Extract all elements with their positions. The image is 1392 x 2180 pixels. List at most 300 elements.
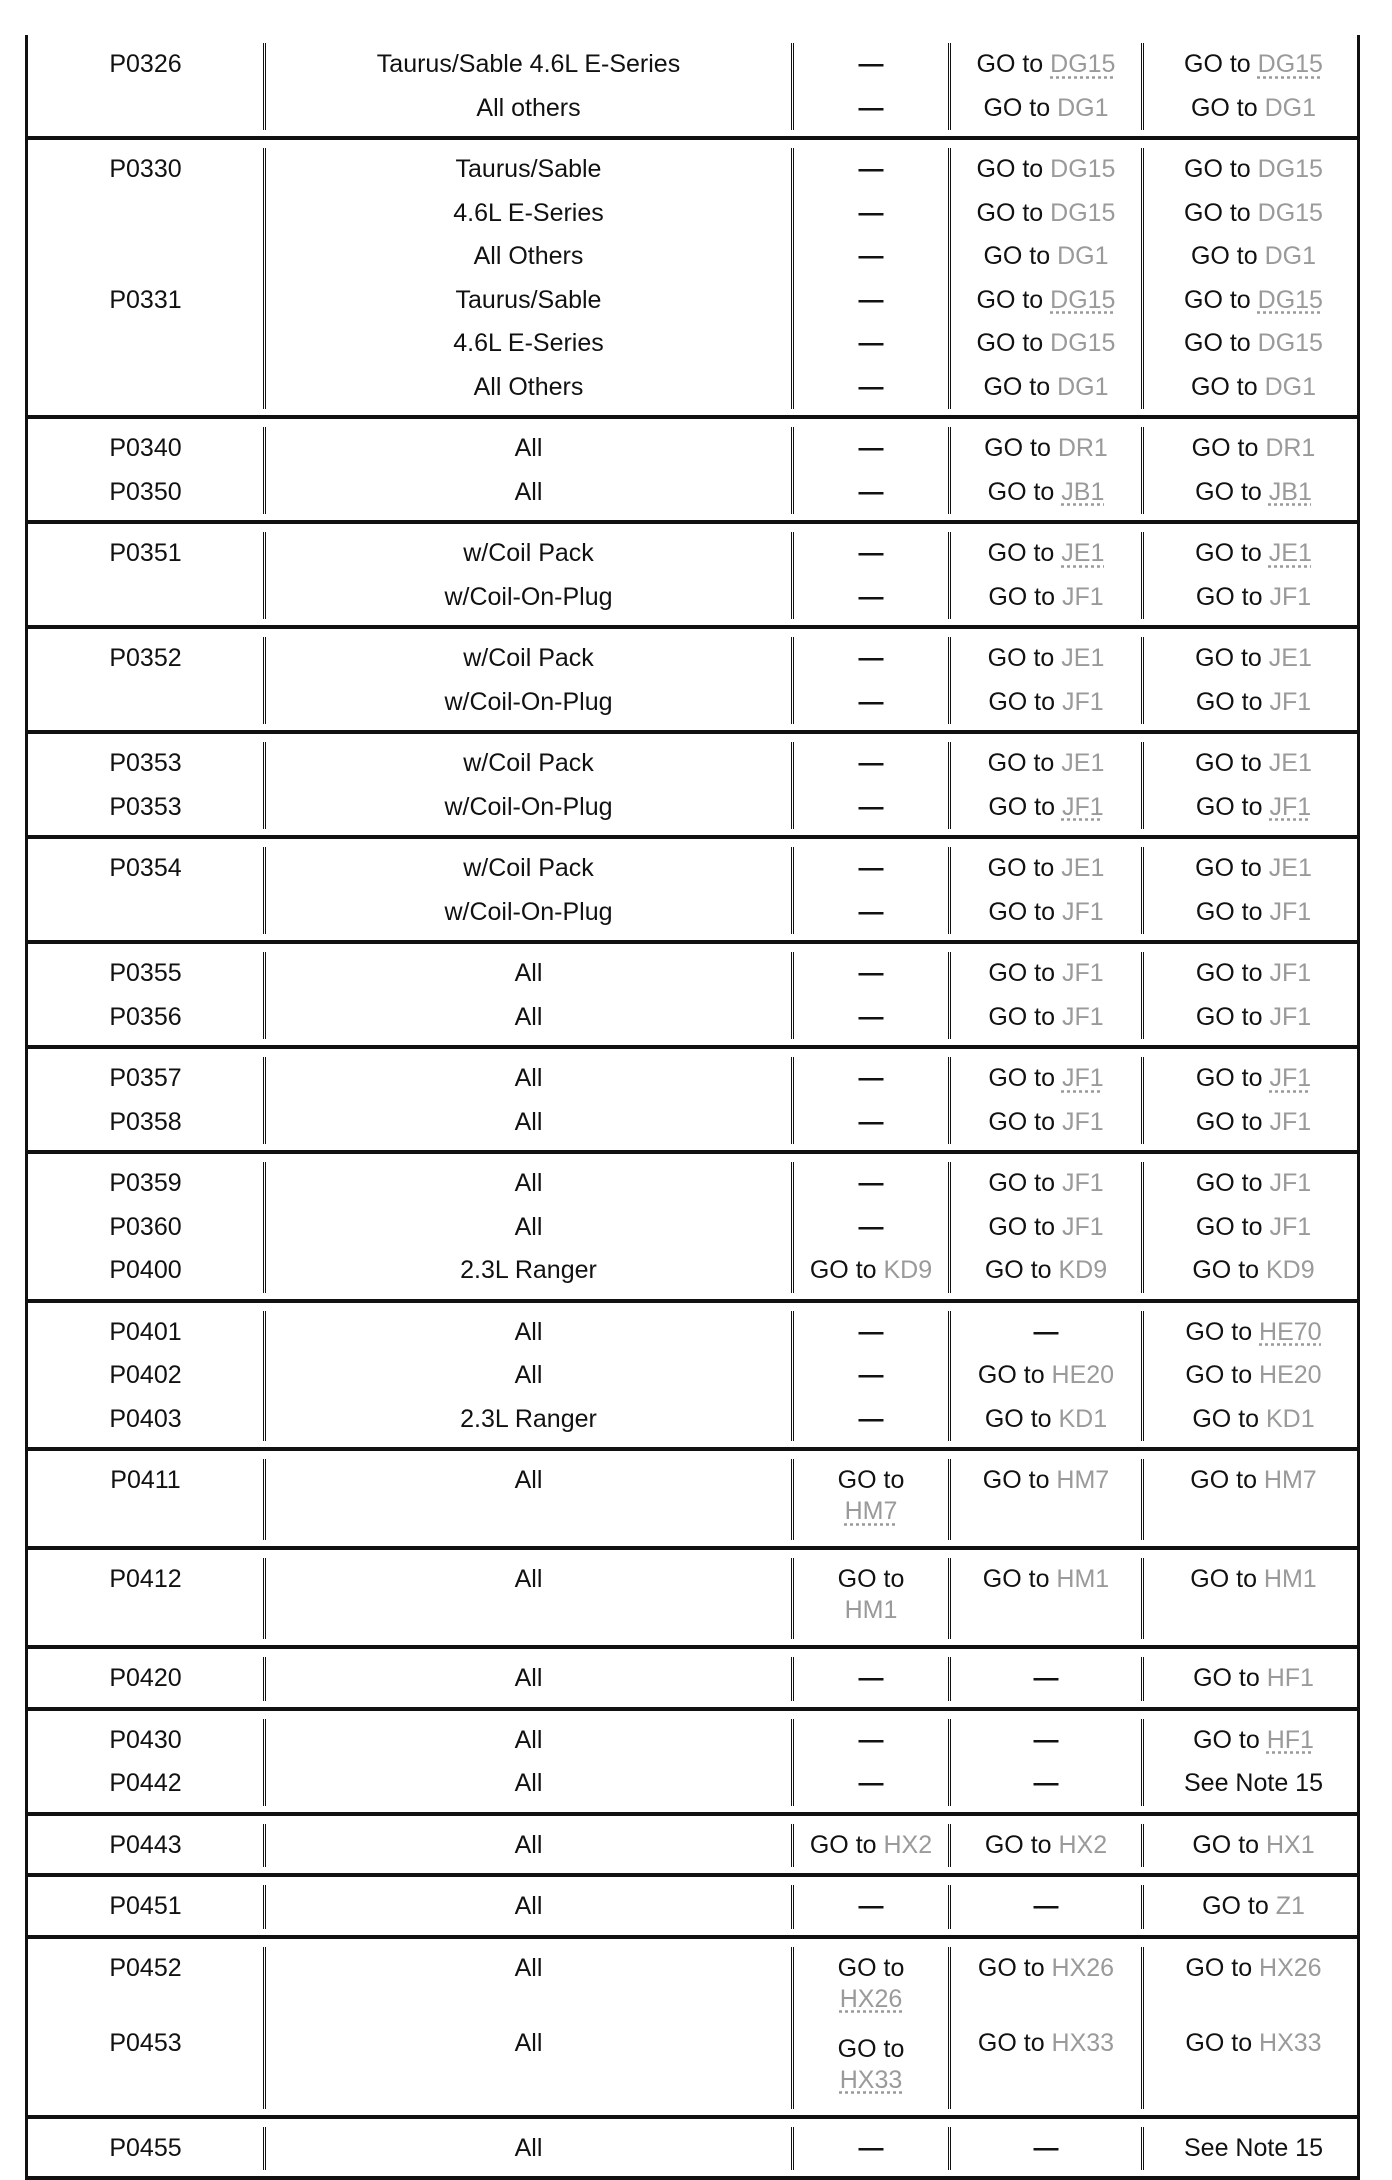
go-to-reference[interactable] <box>985 1824 1107 1868</box>
pinpoint-test-link[interactable]: DG1 <box>1265 94 1316 122</box>
go-to-reference[interactable] <box>978 1354 1114 1398</box>
pinpoint-test-link[interactable]: HM1 <box>1264 1565 1317 1593</box>
pinpoint-test-link[interactable]: HX33 <box>1052 2029 1115 2057</box>
pinpoint-test-link[interactable]: DR1 <box>1058 434 1108 462</box>
not-applicable-dash: — <box>859 1206 884 1250</box>
go-to-reference[interactable] <box>988 1206 1103 1250</box>
application-label: All <box>515 1719 543 1763</box>
go-to-label: GO to <box>1184 199 1251 227</box>
go-to-reference[interactable] <box>1190 1459 1316 1534</box>
pinpoint-test-link[interactable]: JF1 <box>1269 688 1311 716</box>
pinpoint-test-link[interactable]: JF1 <box>1062 688 1104 716</box>
dtc-code-column <box>28 2127 266 2171</box>
pinpoint-test-link[interactable]: JF1 <box>1062 1108 1104 1136</box>
action-column-3 <box>794 1885 951 1929</box>
action-column-5 <box>1144 637 1363 724</box>
go-to-label: GO to <box>983 373 1050 401</box>
application-label: All <box>515 2127 543 2171</box>
dtc-code-column <box>28 1311 266 1442</box>
go-to-reference[interactable] <box>796 1558 946 1639</box>
pinpoint-test-link[interactable]: HM7 <box>1264 1466 1317 1494</box>
action-column-5 <box>1144 952 1363 1039</box>
go-to-reference[interactable] <box>988 1101 1103 1145</box>
action-column-4 <box>951 1719 1144 1806</box>
dtc-code: P0443 <box>109 1824 181 1868</box>
action-column-5 <box>1144 742 1363 829</box>
go-to-reference[interactable] <box>1191 87 1316 131</box>
go-to-reference[interactable] <box>1196 891 1311 935</box>
action-column-3 <box>794 637 951 724</box>
pinpoint-test-link[interactable]: DG1 <box>1057 373 1108 401</box>
pinpoint-test-link[interactable]: KD1 <box>1059 1405 1108 1433</box>
pinpoint-test-link[interactable]: DG1 <box>1057 242 1108 270</box>
pinpoint-test-link[interactable]: KD9 <box>1059 1256 1108 1284</box>
action-column-3 <box>794 1824 951 1868</box>
application-column <box>266 532 794 619</box>
pinpoint-test-link[interactable]: JF1 <box>1269 1003 1311 1031</box>
go-to-label: GO to <box>1184 50 1251 78</box>
dtc-code-column <box>28 1947 266 2109</box>
pinpoint-test-link[interactable]: HF1 <box>1267 1664 1314 1692</box>
go-to-reference[interactable] <box>988 1057 1103 1101</box>
pinpoint-test-link[interactable]: DG15 <box>1258 286 1323 314</box>
pinpoint-test-link[interactable]: HF1 <box>1267 1726 1314 1754</box>
dtc-code: P0360 <box>109 1206 181 1250</box>
application-label: All <box>515 1558 543 1633</box>
not-applicable-dash: — <box>859 1762 884 1806</box>
pinpoint-test-link[interactable]: HM7 <box>1056 1466 1109 1494</box>
go-to-label: GO to <box>988 644 1055 672</box>
action-column-5 <box>1144 1719 1363 1806</box>
go-to-reference[interactable] <box>983 235 1108 279</box>
go-to-label: GO to <box>1195 854 1262 882</box>
dtc-code: P0412 <box>109 1558 181 1633</box>
action-column-3 <box>794 1657 951 1701</box>
go-to-reference[interactable] <box>1184 148 1323 192</box>
go-to-reference[interactable] <box>977 43 1116 87</box>
not-applicable-dash: — <box>859 637 884 681</box>
action-column-4 <box>951 148 1144 409</box>
go-to-label: GO to <box>983 242 1050 270</box>
pinpoint-test-link[interactable]: DG15 <box>1258 155 1323 183</box>
pinpoint-test-link[interactable]: HE20 <box>1259 1361 1322 1389</box>
not-applicable-dash: — <box>859 1657 884 1701</box>
table-row-group <box>25 35 1360 140</box>
go-to-reference[interactable] <box>796 2028 946 2109</box>
go-to-reference[interactable] <box>988 576 1103 620</box>
table-row-group <box>25 2119 1360 2180</box>
application-label: All <box>515 1354 543 1398</box>
dtc-code: P0420 <box>109 1657 181 1701</box>
application-label: All <box>515 1885 543 1929</box>
application-column <box>266 952 794 1039</box>
go-to-reference[interactable] <box>1192 1249 1314 1293</box>
dtc-code-column <box>28 847 266 934</box>
action-column-4 <box>951 1311 1144 1442</box>
go-to-reference[interactable] <box>1195 637 1312 681</box>
not-applicable-dash: — <box>1034 1719 1059 1763</box>
pinpoint-test-link[interactable]: JB1 <box>1061 478 1104 506</box>
dtc-code: P0403 <box>109 1398 181 1442</box>
application-column <box>266 1947 794 2109</box>
go-to-reference[interactable] <box>1184 192 1323 236</box>
pinpoint-test-link[interactable]: JF1 <box>1062 793 1104 821</box>
application-label: All <box>515 1162 543 1206</box>
pinpoint-test-link[interactable]: JE1 <box>1061 539 1104 567</box>
go-to-reference[interactable] <box>1185 1947 1321 2022</box>
go-to-reference[interactable] <box>1193 1657 1314 1701</box>
not-applicable-dash: — <box>859 1162 884 1206</box>
go-to-reference[interactable] <box>988 637 1105 681</box>
go-to-label: GO to <box>1193 1726 1260 1754</box>
not-applicable-dash: — <box>859 681 884 725</box>
pinpoint-test-link[interactable]: DG15 <box>1050 286 1115 314</box>
pinpoint-test-link[interactable]: HX2 <box>884 1831 933 1859</box>
go-to-reference[interactable] <box>988 532 1105 576</box>
action-column-3 <box>794 847 951 934</box>
action-column-5 <box>1144 1657 1363 1701</box>
not-applicable-dash: — <box>859 1719 884 1763</box>
go-to-label: GO to <box>988 583 1055 611</box>
dtc-code: P0453 <box>109 2022 181 2097</box>
pinpoint-test-link[interactable]: JF1 <box>1269 1064 1311 1092</box>
dtc-code: P0455 <box>109 2127 181 2171</box>
pinpoint-test-link[interactable]: JF1 <box>1062 1064 1104 1092</box>
go-to-reference[interactable] <box>988 471 1105 515</box>
go-to-reference[interactable] <box>1185 2022 1321 2097</box>
go-to-label: GO to <box>1196 1213 1263 1241</box>
pinpoint-test-link[interactable]: HX33 <box>1259 2029 1322 2057</box>
pinpoint-test-link[interactable]: DG1 <box>1265 242 1316 270</box>
pinpoint-test-link[interactable]: JB1 <box>1269 478 1312 506</box>
action-column-4 <box>951 43 1144 130</box>
application-label: w/Coil-On-Plug <box>444 891 612 935</box>
table-row-group <box>25 1816 1360 1878</box>
dtc-code: P0331 <box>109 279 181 323</box>
pinpoint-test-link[interactable]: JF1 <box>1062 1213 1104 1241</box>
go-to-reference[interactable] <box>1184 322 1323 366</box>
go-to-reference[interactable] <box>1184 43 1323 87</box>
go-to-label: GO to <box>1196 793 1263 821</box>
go-to-reference[interactable] <box>978 1947 1114 2022</box>
action-column-4 <box>951 1947 1144 2109</box>
pinpoint-test-link[interactable]: HM1 <box>1056 1565 1109 1593</box>
table-row-group <box>25 1451 1360 1550</box>
go-to-reference[interactable] <box>1196 996 1311 1040</box>
go-to-label: GO to <box>1191 94 1258 122</box>
pinpoint-test-link[interactable]: JF1 <box>1269 1213 1311 1241</box>
pinpoint-test-link[interactable]: HX26 <box>1259 1954 1322 1982</box>
application-label: All <box>515 427 543 471</box>
table-row-group <box>25 839 1360 944</box>
go-to-reference[interactable] <box>1196 786 1311 830</box>
go-to-label: GO to <box>1192 1256 1259 1284</box>
go-to-reference[interactable] <box>977 192 1116 236</box>
go-to-reference[interactable] <box>978 2022 1114 2097</box>
action-column-4 <box>951 2127 1144 2171</box>
application-label: w/Coil Pack <box>463 637 594 681</box>
pinpoint-test-link[interactable]: JF1 <box>1062 959 1104 987</box>
pinpoint-test-link[interactable]: DG15 <box>1050 50 1115 78</box>
go-to-label: GO to <box>983 1466 1050 1494</box>
go-to-reference[interactable] <box>796 1459 946 1540</box>
pinpoint-test-link[interactable]: DG15 <box>1050 155 1115 183</box>
go-to-reference[interactable] <box>988 681 1103 725</box>
pinpoint-test-link[interactable]: JF1 <box>1062 583 1104 611</box>
go-to-reference[interactable] <box>1192 1824 1314 1868</box>
go-to-reference[interactable] <box>1195 471 1312 515</box>
pinpoint-test-link[interactable]: JE1 <box>1061 644 1104 672</box>
go-to-reference[interactable] <box>810 1249 932 1293</box>
go-to-label: GO to <box>838 1954 905 1982</box>
go-to-reference[interactable] <box>810 1824 932 1868</box>
pinpoint-test-link[interactable]: JF1 <box>1269 898 1311 926</box>
pinpoint-test-link[interactable]: KD1 <box>1266 1405 1315 1433</box>
pinpoint-test-link[interactable]: HM7 <box>845 1497 898 1525</box>
go-to-label: GO to <box>977 199 1044 227</box>
dtc-code: P0442 <box>109 1762 181 1806</box>
application-label: All <box>515 471 543 515</box>
pinpoint-test-link[interactable]: JF1 <box>1062 1003 1104 1031</box>
go-to-reference[interactable] <box>1196 681 1311 725</box>
pinpoint-test-link[interactable]: JF1 <box>1269 959 1311 987</box>
go-to-reference[interactable] <box>1196 576 1311 620</box>
dtc-code: P0340 <box>109 427 181 471</box>
action-column-3 <box>794 1947 951 2109</box>
go-to-reference[interactable] <box>1195 847 1312 891</box>
pinpoint-test-link[interactable]: JE1 <box>1269 854 1312 882</box>
application-column <box>266 2127 794 2171</box>
go-to-reference[interactable] <box>1193 1719 1314 1763</box>
dtc-code-column <box>28 427 266 514</box>
dtc-code: P0357 <box>109 1057 181 1101</box>
action-column-4 <box>951 427 1144 514</box>
pinpoint-test-link[interactable]: HX2 <box>1059 1831 1108 1859</box>
not-applicable-dash: — <box>859 1101 884 1145</box>
pinpoint-test-link[interactable]: JF1 <box>1269 1108 1311 1136</box>
application-label: All <box>515 1947 543 2022</box>
go-to-reference[interactable] <box>988 786 1103 830</box>
go-to-label: GO to <box>1196 583 1263 611</box>
go-to-reference[interactable] <box>988 742 1105 786</box>
dtc-code: P0353 <box>109 786 181 830</box>
pinpoint-test-link[interactable]: DG1 <box>1265 373 1316 401</box>
go-to-reference[interactable] <box>1196 952 1311 996</box>
application-column <box>266 148 794 409</box>
see-note-text: See Note 15 <box>1184 2127 1323 2171</box>
go-to-reference[interactable] <box>1191 366 1316 410</box>
not-applicable-dash: — <box>859 532 884 576</box>
go-to-label: GO to <box>1185 1361 1252 1389</box>
application-label: Taurus/Sable <box>456 148 602 192</box>
not-applicable-dash: — <box>859 1885 884 1929</box>
go-to-reference[interactable] <box>1184 279 1323 323</box>
not-applicable-dash: — <box>859 1398 884 1442</box>
action-column-4 <box>951 1558 1144 1639</box>
application-column <box>266 1824 794 1868</box>
go-to-label: GO to <box>984 434 1051 462</box>
action-column-5 <box>1144 1947 1363 2109</box>
application-column <box>266 1885 794 1929</box>
pinpoint-test-link[interactable]: JF1 <box>1269 1169 1311 1197</box>
action-column-4 <box>951 532 1144 619</box>
go-to-label: GO to <box>1191 373 1258 401</box>
go-to-reference[interactable] <box>1196 1057 1311 1101</box>
dtc-code: P0401 <box>109 1311 181 1355</box>
action-column-5 <box>1144 1885 1363 1929</box>
go-to-label: GO to <box>985 1256 1052 1284</box>
action-column-3 <box>794 1558 951 1639</box>
not-applicable-dash: — <box>859 471 884 515</box>
dtc-code-column <box>28 952 266 1039</box>
pinpoint-test-link[interactable]: JE1 <box>1061 854 1104 882</box>
pinpoint-test-link[interactable]: JF1 <box>1269 793 1311 821</box>
go-to-reference[interactable] <box>1202 1885 1305 1929</box>
pinpoint-test-link[interactable]: JE1 <box>1269 644 1312 672</box>
not-applicable-dash: — <box>859 366 884 410</box>
pinpoint-test-link[interactable]: JF1 <box>1062 1169 1104 1197</box>
go-to-reference[interactable] <box>988 996 1103 1040</box>
not-applicable-dash: — <box>859 952 884 996</box>
go-to-label: GO to <box>1184 286 1251 314</box>
not-applicable-dash: — <box>859 891 884 935</box>
pinpoint-test-link[interactable]: HX33 <box>840 2066 903 2094</box>
go-to-reference[interactable] <box>1195 532 1312 576</box>
go-to-reference[interactable] <box>985 1398 1107 1442</box>
go-to-reference[interactable] <box>984 427 1108 471</box>
pinpoint-test-link[interactable]: JE1 <box>1269 749 1312 777</box>
go-to-label: GO to <box>988 749 1055 777</box>
go-to-label: GO to <box>1185 1954 1252 1982</box>
pinpoint-test-link[interactable]: DG15 <box>1050 329 1115 357</box>
pinpoint-test-link[interactable]: Z1 <box>1276 1892 1305 1920</box>
table-row-group <box>25 944 1360 1049</box>
go-to-reference[interactable] <box>1195 742 1312 786</box>
go-to-reference[interactable] <box>988 847 1105 891</box>
go-to-label: GO to <box>1191 242 1258 270</box>
go-to-label: GO to <box>1192 434 1259 462</box>
go-to-reference[interactable] <box>1192 427 1316 471</box>
not-applicable-dash: — <box>859 87 884 131</box>
pinpoint-test-link[interactable]: HM1 <box>845 1596 898 1624</box>
go-to-label: GO to <box>977 155 1044 183</box>
pinpoint-test-link[interactable]: HX26 <box>840 1985 903 2013</box>
table-row-group <box>25 1939 1360 2119</box>
pinpoint-test-link[interactable]: HE20 <box>1052 1361 1115 1389</box>
dtc-code: P0350 <box>109 471 181 515</box>
pinpoint-test-link[interactable]: DR1 <box>1265 434 1315 462</box>
application-label: w/Coil-On-Plug <box>444 681 612 725</box>
action-column-4 <box>951 1885 1144 1929</box>
application-label: All <box>515 1206 543 1250</box>
application-column <box>266 1311 794 1442</box>
dtc-reference-table <box>25 35 1360 2180</box>
application-label: All <box>515 1459 543 1534</box>
go-to-label: GO to <box>977 50 1044 78</box>
go-to-reference[interactable] <box>1196 1101 1311 1145</box>
go-to-label: GO to <box>1184 329 1251 357</box>
pinpoint-test-link[interactable]: HX1 <box>1266 1831 1315 1859</box>
go-to-reference[interactable] <box>1192 1398 1314 1442</box>
pinpoint-test-link[interactable]: DG15 <box>1050 199 1115 227</box>
not-applicable-dash: — <box>1034 2127 1059 2171</box>
pinpoint-test-link[interactable]: DG1 <box>1057 94 1108 122</box>
go-to-reference[interactable] <box>1190 1558 1316 1633</box>
pinpoint-test-link[interactable]: DG15 <box>1258 50 1323 78</box>
action-column-5 <box>1144 847 1363 934</box>
dtc-code-column <box>28 1057 266 1144</box>
go-to-label: GO to <box>1195 539 1262 567</box>
action-column-3 <box>794 1719 951 1806</box>
go-to-reference[interactable] <box>796 1947 946 2028</box>
dtc-code-column <box>28 637 266 724</box>
dtc-code-column <box>28 532 266 619</box>
dtc-code-column <box>28 1459 266 1540</box>
table-row-group <box>25 1550 1360 1649</box>
pinpoint-test-link[interactable]: HE70 <box>1259 1318 1322 1346</box>
go-to-reference[interactable] <box>977 279 1116 323</box>
table-row-group <box>25 1649 1360 1711</box>
go-to-reference[interactable] <box>988 891 1103 935</box>
go-to-reference[interactable] <box>1196 1206 1311 1250</box>
application-label: All <box>515 952 543 996</box>
pinpoint-test-link[interactable]: JF1 <box>1269 583 1311 611</box>
application-label: All <box>515 2022 543 2097</box>
go-to-label: GO to <box>985 1405 1052 1433</box>
go-to-reference[interactable] <box>983 87 1108 131</box>
pinpoint-test-link[interactable]: KD9 <box>1266 1256 1315 1284</box>
pinpoint-test-link[interactable]: JE1 <box>1061 749 1104 777</box>
table-row-group <box>25 1303 1360 1452</box>
action-column-4 <box>951 1162 1144 1293</box>
pinpoint-test-link[interactable]: DG15 <box>1258 329 1323 357</box>
go-to-reference[interactable] <box>1191 235 1316 279</box>
go-to-reference[interactable] <box>977 148 1116 192</box>
go-to-reference[interactable] <box>1185 1354 1321 1398</box>
application-label: w/Coil Pack <box>463 742 594 786</box>
application-label: All <box>515 1657 543 1701</box>
go-to-label: GO to <box>988 898 1055 926</box>
go-to-label: GO to <box>983 94 1050 122</box>
go-to-label: GO to <box>1185 1318 1252 1346</box>
go-to-label: GO to <box>988 854 1055 882</box>
go-to-reference[interactable] <box>983 366 1108 410</box>
go-to-reference[interactable] <box>985 1249 1107 1293</box>
go-to-reference[interactable] <box>1185 1311 1321 1355</box>
go-to-label: GO to <box>988 478 1055 506</box>
pinpoint-test-link[interactable]: KD9 <box>884 1256 933 1284</box>
go-to-reference[interactable] <box>983 1558 1109 1633</box>
pinpoint-test-link[interactable]: DG15 <box>1258 199 1323 227</box>
pinpoint-test-link[interactable]: JF1 <box>1062 898 1104 926</box>
go-to-label: GO to <box>838 1565 905 1593</box>
action-column-5 <box>1144 1824 1363 1868</box>
go-to-label: GO to <box>1190 1565 1257 1593</box>
not-applicable-dash: — <box>859 43 884 87</box>
go-to-reference[interactable] <box>1196 1162 1311 1206</box>
application-label: All <box>515 1057 543 1101</box>
go-to-reference[interactable] <box>988 1162 1103 1206</box>
go-to-label: GO to <box>1195 749 1262 777</box>
pinpoint-test-link[interactable]: HX26 <box>1052 1954 1115 1982</box>
pinpoint-test-link[interactable]: JE1 <box>1269 539 1312 567</box>
go-to-reference[interactable] <box>988 952 1103 996</box>
dtc-code-column <box>28 742 266 829</box>
application-label: All others <box>476 87 580 131</box>
go-to-reference[interactable] <box>983 1459 1109 1534</box>
go-to-reference[interactable] <box>977 322 1116 366</box>
go-to-label: GO to <box>978 2029 1045 2057</box>
